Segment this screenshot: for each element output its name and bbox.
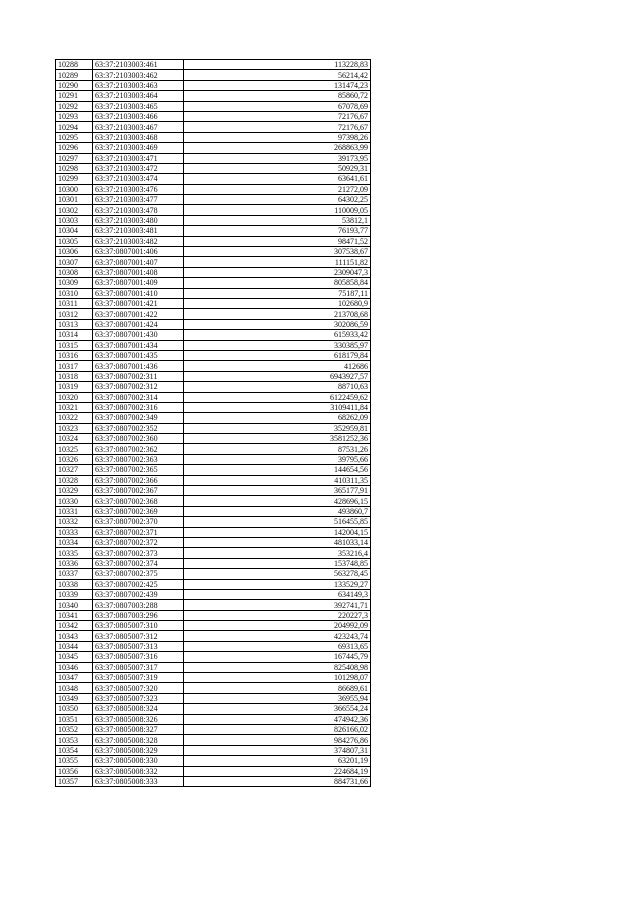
row-number-cell: 10307 [56, 257, 93, 267]
cadastral-number-cell: 63:37:0805008:328 [93, 735, 184, 745]
table-row [56, 340, 371, 350]
row-number-cell: 10313 [56, 319, 93, 329]
value-cell: 365177,91 [184, 486, 371, 496]
value-cell: 474942,36 [184, 714, 371, 724]
row-number-cell: 10333 [56, 527, 93, 537]
row-number-cell: 10289 [56, 70, 93, 80]
table-row [56, 236, 371, 246]
table-row [56, 745, 371, 755]
table-row [56, 558, 371, 568]
table-row [56, 610, 371, 620]
table-row [56, 298, 371, 308]
table-row [56, 776, 371, 786]
row-number-cell: 10356 [56, 766, 93, 776]
cadastral-number-cell: 63:37:0805008:326 [93, 714, 184, 724]
table-row [56, 704, 371, 714]
table-row [56, 537, 371, 547]
cadastral-number-cell: 63:37:0807002:363 [93, 454, 184, 464]
cadastral-number-cell: 63:37:0807002:352 [93, 423, 184, 433]
table-row [56, 486, 371, 496]
cadastral-number-cell: 63:37:0807001:408 [93, 267, 184, 277]
row-number-cell: 10335 [56, 548, 93, 558]
cadastral-value-table [55, 59, 371, 787]
cadastral-number-cell: 63:37:0807002:349 [93, 413, 184, 423]
table-row [56, 267, 371, 277]
table-row [56, 101, 371, 111]
table-row [56, 371, 371, 381]
cadastral-number-cell: 63:37:0805007:319 [93, 673, 184, 683]
cadastral-number-cell: 63:37:0807002:425 [93, 579, 184, 589]
row-number-cell: 10341 [56, 610, 93, 620]
table-row [56, 163, 371, 173]
row-number-cell: 10334 [56, 537, 93, 547]
row-number-cell: 10340 [56, 600, 93, 610]
row-number-cell: 10351 [56, 714, 93, 724]
value-cell: 113228,83 [184, 60, 371, 70]
table-row [56, 454, 371, 464]
value-cell: 6122459,62 [184, 392, 371, 402]
value-cell: 634149,3 [184, 589, 371, 599]
value-cell: 67078,69 [184, 101, 371, 111]
value-cell: 224684,19 [184, 766, 371, 776]
table-row [56, 80, 371, 90]
table-row [56, 257, 371, 267]
value-cell: 98471,52 [184, 236, 371, 246]
row-number-cell: 10339 [56, 589, 93, 599]
cadastral-number-cell: 63:37:2103003:464 [93, 91, 184, 101]
value-cell: 88710,63 [184, 382, 371, 392]
cadastral-number-cell: 63:37:0807002:360 [93, 434, 184, 444]
table-row [56, 725, 371, 735]
cadastral-number-cell: 63:37:2103003:467 [93, 122, 184, 132]
cadastral-number-cell: 63:37:0805008:329 [93, 745, 184, 755]
row-number-cell: 10320 [56, 392, 93, 402]
value-cell: 97398,26 [184, 132, 371, 142]
value-cell: 2309047,3 [184, 267, 371, 277]
row-number-cell: 10296 [56, 143, 93, 153]
value-cell: 220227,3 [184, 610, 371, 620]
row-number-cell: 10353 [56, 735, 93, 745]
row-number-cell: 10332 [56, 517, 93, 527]
table-row [56, 60, 371, 70]
row-number-cell: 10319 [56, 382, 93, 392]
row-number-cell: 10357 [56, 776, 93, 786]
row-number-cell: 10352 [56, 725, 93, 735]
table-row [56, 600, 371, 610]
table-row [56, 589, 371, 599]
table-row [56, 205, 371, 215]
table-row [56, 434, 371, 444]
cadastral-number-cell: 63:37:0807002:371 [93, 527, 184, 537]
value-cell: 142004,15 [184, 527, 371, 537]
cadastral-number-cell: 63:37:0807001:407 [93, 257, 184, 267]
cadastral-number-cell: 63:37:0807002:439 [93, 589, 184, 599]
table-row [56, 91, 371, 101]
value-cell: 87531,26 [184, 444, 371, 454]
table-row [56, 402, 371, 412]
cadastral-number-cell: 63:37:2103003:481 [93, 226, 184, 236]
row-number-cell: 10291 [56, 91, 93, 101]
value-cell: 75187,11 [184, 288, 371, 298]
cadastral-number-cell: 63:37:0805008:333 [93, 776, 184, 786]
value-cell: 302086,59 [184, 319, 371, 329]
value-cell: 63201,19 [184, 756, 371, 766]
value-cell: 102680,9 [184, 298, 371, 308]
row-number-cell: 10323 [56, 423, 93, 433]
table-row [56, 475, 371, 485]
value-cell: 826166,02 [184, 725, 371, 735]
row-number-cell: 10342 [56, 621, 93, 631]
row-number-cell: 10304 [56, 226, 93, 236]
table-row [56, 278, 371, 288]
value-cell: 131474,23 [184, 80, 371, 90]
cadastral-number-cell: 63:37:0807002:311 [93, 371, 184, 381]
cadastral-number-cell: 63:37:0807002:367 [93, 486, 184, 496]
table-row [56, 111, 371, 121]
table-row [56, 506, 371, 516]
cadastral-number-cell: 63:37:2103003:469 [93, 143, 184, 153]
cadastral-number-cell: 63:37:2103003:474 [93, 174, 184, 184]
cadastral-number-cell: 63:37:2103003:465 [93, 101, 184, 111]
value-cell: 68262,09 [184, 413, 371, 423]
value-cell: 39173,95 [184, 153, 371, 163]
row-number-cell: 10314 [56, 330, 93, 340]
cadastral-number-cell: 63:37:2103003:462 [93, 70, 184, 80]
value-cell: 493860,7 [184, 506, 371, 516]
row-number-cell: 10302 [56, 205, 93, 215]
table-row [56, 756, 371, 766]
cadastral-number-cell: 63:37:2103003:471 [93, 153, 184, 163]
table-row [56, 413, 371, 423]
table-row [56, 444, 371, 454]
row-number-cell: 10293 [56, 111, 93, 121]
table-row [56, 226, 371, 236]
table-row [56, 641, 371, 651]
cadastral-number-cell: 63:37:0807002:372 [93, 537, 184, 547]
row-number-cell: 10344 [56, 641, 93, 651]
table-row [56, 215, 371, 225]
row-number-cell: 10337 [56, 569, 93, 579]
table-row [56, 465, 371, 475]
row-number-cell: 10311 [56, 298, 93, 308]
row-number-cell: 10330 [56, 496, 93, 506]
table-row [56, 662, 371, 672]
value-cell: 64302,25 [184, 195, 371, 205]
value-cell: 410311,35 [184, 475, 371, 485]
cadastral-number-cell: 63:37:2103003:480 [93, 215, 184, 225]
cadastral-number-cell: 63:37:0807001:406 [93, 247, 184, 257]
table-row [56, 621, 371, 631]
cadastral-number-cell: 63:37:0805008:324 [93, 704, 184, 714]
row-number-cell: 10292 [56, 101, 93, 111]
value-cell: 984276,86 [184, 735, 371, 745]
row-number-cell: 10329 [56, 486, 93, 496]
cadastral-number-cell: 63:37:0807002:316 [93, 402, 184, 412]
table-row [56, 423, 371, 433]
value-cell: 428696,15 [184, 496, 371, 506]
cadastral-number-cell: 63:37:0807002:375 [93, 569, 184, 579]
value-cell: 805858,84 [184, 278, 371, 288]
table-row [56, 330, 371, 340]
row-number-cell: 10310 [56, 288, 93, 298]
row-number-cell: 10326 [56, 454, 93, 464]
table-row [56, 766, 371, 776]
cadastral-number-cell: 63:37:0805007:312 [93, 631, 184, 641]
value-cell: 412686 [184, 361, 371, 371]
table-row [56, 392, 371, 402]
value-cell: 153748,85 [184, 558, 371, 568]
cadastral-number-cell: 63:37:0805008:332 [93, 766, 184, 776]
value-cell: 353216,4 [184, 548, 371, 558]
table-row [56, 517, 371, 527]
table-row [56, 174, 371, 184]
table-row [56, 350, 371, 360]
cadastral-number-cell: 63:37:0807002:374 [93, 558, 184, 568]
row-number-cell: 10297 [56, 153, 93, 163]
table-row [56, 184, 371, 194]
value-cell: 36955,94 [184, 693, 371, 703]
value-cell: 6943927,57 [184, 371, 371, 381]
cadastral-number-cell: 63:37:0807001:409 [93, 278, 184, 288]
table-row [56, 361, 371, 371]
cadastral-number-cell: 63:37:0805007:317 [93, 662, 184, 672]
table-row [56, 382, 371, 392]
value-cell: 101298,07 [184, 673, 371, 683]
value-cell: 563278,45 [184, 569, 371, 579]
value-cell: 21272,09 [184, 184, 371, 194]
cadastral-number-cell: 63:37:0807002:373 [93, 548, 184, 558]
cadastral-number-cell: 63:37:0807001:430 [93, 330, 184, 340]
row-number-cell: 10312 [56, 309, 93, 319]
value-cell: 204992,09 [184, 621, 371, 631]
row-number-cell: 10316 [56, 350, 93, 360]
row-number-cell: 10354 [56, 745, 93, 755]
table-row [56, 132, 371, 142]
cadastral-number-cell: 63:37:2103003:477 [93, 195, 184, 205]
row-number-cell: 10336 [56, 558, 93, 568]
table-row [56, 195, 371, 205]
row-number-cell: 10321 [56, 402, 93, 412]
cadastral-number-cell: 63:37:0805008:330 [93, 756, 184, 766]
cadastral-number-cell: 63:37:2103003:478 [93, 205, 184, 215]
value-cell: 618179,84 [184, 350, 371, 360]
cadastral-number-cell: 63:37:0805007:316 [93, 652, 184, 662]
row-number-cell: 10347 [56, 673, 93, 683]
row-number-cell: 10343 [56, 631, 93, 641]
table-body [56, 60, 371, 787]
value-cell: 72176,67 [184, 111, 371, 121]
table-row [56, 527, 371, 537]
row-number-cell: 10348 [56, 683, 93, 693]
table-row [56, 496, 371, 506]
table-row [56, 683, 371, 693]
table-row [56, 631, 371, 641]
cadastral-number-cell: 63:37:0807001:421 [93, 298, 184, 308]
row-number-cell: 10300 [56, 184, 93, 194]
cadastral-number-cell: 63:37:0807001:410 [93, 288, 184, 298]
row-number-cell: 10305 [56, 236, 93, 246]
cadastral-number-cell: 63:37:2103003:463 [93, 80, 184, 90]
cadastral-number-cell: 63:37:0805007:323 [93, 693, 184, 703]
row-number-cell: 10350 [56, 704, 93, 714]
cadastral-number-cell: 63:37:0805008:327 [93, 725, 184, 735]
row-number-cell: 10303 [56, 215, 93, 225]
table-row [56, 693, 371, 703]
value-cell: 481033,14 [184, 537, 371, 547]
row-number-cell: 10328 [56, 475, 93, 485]
row-number-cell: 10331 [56, 506, 93, 516]
cadastral-number-cell: 63:37:0807002:312 [93, 382, 184, 392]
value-cell: 884731,66 [184, 776, 371, 786]
cadastral-number-cell: 63:37:0807002:314 [93, 392, 184, 402]
table-row [56, 319, 371, 329]
table-row [56, 309, 371, 319]
row-number-cell: 10306 [56, 247, 93, 257]
value-cell: 352959,81 [184, 423, 371, 433]
cadastral-number-cell: 63:37:2103003:461 [93, 60, 184, 70]
value-cell: 307538,67 [184, 247, 371, 257]
cadastral-number-cell: 63:37:0807001:436 [93, 361, 184, 371]
value-cell: 3109411,84 [184, 402, 371, 412]
cadastral-number-cell: 63:37:2103003:472 [93, 163, 184, 173]
cadastral-number-cell: 63:37:0807002:362 [93, 444, 184, 454]
cadastral-number-cell: 63:37:0807001:424 [93, 319, 184, 329]
row-number-cell: 10322 [56, 413, 93, 423]
row-number-cell: 10318 [56, 371, 93, 381]
cadastral-number-cell: 63:37:0805007:310 [93, 621, 184, 631]
row-number-cell: 10345 [56, 652, 93, 662]
value-cell: 50929,31 [184, 163, 371, 173]
value-cell: 85860,72 [184, 91, 371, 101]
row-number-cell: 10308 [56, 267, 93, 277]
row-number-cell: 10290 [56, 80, 93, 90]
cadastral-number-cell: 63:37:0807002:368 [93, 496, 184, 506]
table-row [56, 569, 371, 579]
row-number-cell: 10327 [56, 465, 93, 475]
value-cell: 366554,24 [184, 704, 371, 714]
value-cell: 56214,42 [184, 70, 371, 80]
value-cell: 825408,98 [184, 662, 371, 672]
value-cell: 133529,27 [184, 579, 371, 589]
cadastral-number-cell: 63:37:0805007:320 [93, 683, 184, 693]
value-cell: 213708,68 [184, 309, 371, 319]
value-cell: 374807,31 [184, 745, 371, 755]
row-number-cell: 10315 [56, 340, 93, 350]
row-number-cell: 10324 [56, 434, 93, 444]
value-cell: 516455,85 [184, 517, 371, 527]
value-cell: 69313,65 [184, 641, 371, 651]
value-cell: 86689,61 [184, 683, 371, 693]
row-number-cell: 10298 [56, 163, 93, 173]
row-number-cell: 10346 [56, 662, 93, 672]
table-row [56, 288, 371, 298]
table-row [56, 579, 371, 589]
table-row [56, 153, 371, 163]
row-number-cell: 10295 [56, 132, 93, 142]
value-cell: 330385,97 [184, 340, 371, 350]
cadastral-number-cell: 63:37:0807002:365 [93, 465, 184, 475]
table-row [56, 735, 371, 745]
value-cell: 110009,05 [184, 205, 371, 215]
cadastral-number-cell: 63:37:0807002:370 [93, 517, 184, 527]
value-cell: 72176,67 [184, 122, 371, 132]
cadastral-number-cell: 63:37:2103003:468 [93, 132, 184, 142]
cadastral-number-cell: 63:37:2103003:482 [93, 236, 184, 246]
table-row [56, 714, 371, 724]
value-cell: 144654,56 [184, 465, 371, 475]
cadastral-number-cell: 63:37:0807001:422 [93, 309, 184, 319]
row-number-cell: 10338 [56, 579, 93, 589]
table-row [56, 143, 371, 153]
value-cell: 167445,79 [184, 652, 371, 662]
table-row [56, 673, 371, 683]
cadastral-number-cell: 63:37:0807001:435 [93, 350, 184, 360]
row-number-cell: 10317 [56, 361, 93, 371]
row-number-cell: 10355 [56, 756, 93, 766]
value-cell: 111151,82 [184, 257, 371, 267]
table-row [56, 70, 371, 80]
table-row [56, 548, 371, 558]
row-number-cell: 10294 [56, 122, 93, 132]
row-number-cell: 10349 [56, 693, 93, 703]
value-cell: 423243,74 [184, 631, 371, 641]
value-cell: 392741,71 [184, 600, 371, 610]
cadastral-number-cell: 63:37:0807003:288 [93, 600, 184, 610]
row-number-cell: 10301 [56, 195, 93, 205]
value-cell: 615933,42 [184, 330, 371, 340]
cadastral-number-cell: 63:37:0807001:434 [93, 340, 184, 350]
value-cell: 76193,77 [184, 226, 371, 236]
value-cell: 3581252,36 [184, 434, 371, 444]
row-number-cell: 10309 [56, 278, 93, 288]
cadastral-number-cell: 63:37:2103003:466 [93, 111, 184, 121]
table-row [56, 122, 371, 132]
row-number-cell: 10288 [56, 60, 93, 70]
row-number-cell: 10325 [56, 444, 93, 454]
cadastral-number-cell: 63:37:0805007:313 [93, 641, 184, 651]
value-cell: 39795,66 [184, 454, 371, 464]
cadastral-number-cell: 63:37:0807003:296 [93, 610, 184, 620]
row-number-cell: 10299 [56, 174, 93, 184]
cadastral-number-cell: 63:37:0807002:369 [93, 506, 184, 516]
value-cell: 268863,99 [184, 143, 371, 153]
table-row [56, 247, 371, 257]
table-row [56, 652, 371, 662]
value-cell: 63641,61 [184, 174, 371, 184]
value-cell: 53812,1 [184, 215, 371, 225]
cadastral-number-cell: 63:37:2103003:476 [93, 184, 184, 194]
cadastral-number-cell: 63:37:0807002:366 [93, 475, 184, 485]
